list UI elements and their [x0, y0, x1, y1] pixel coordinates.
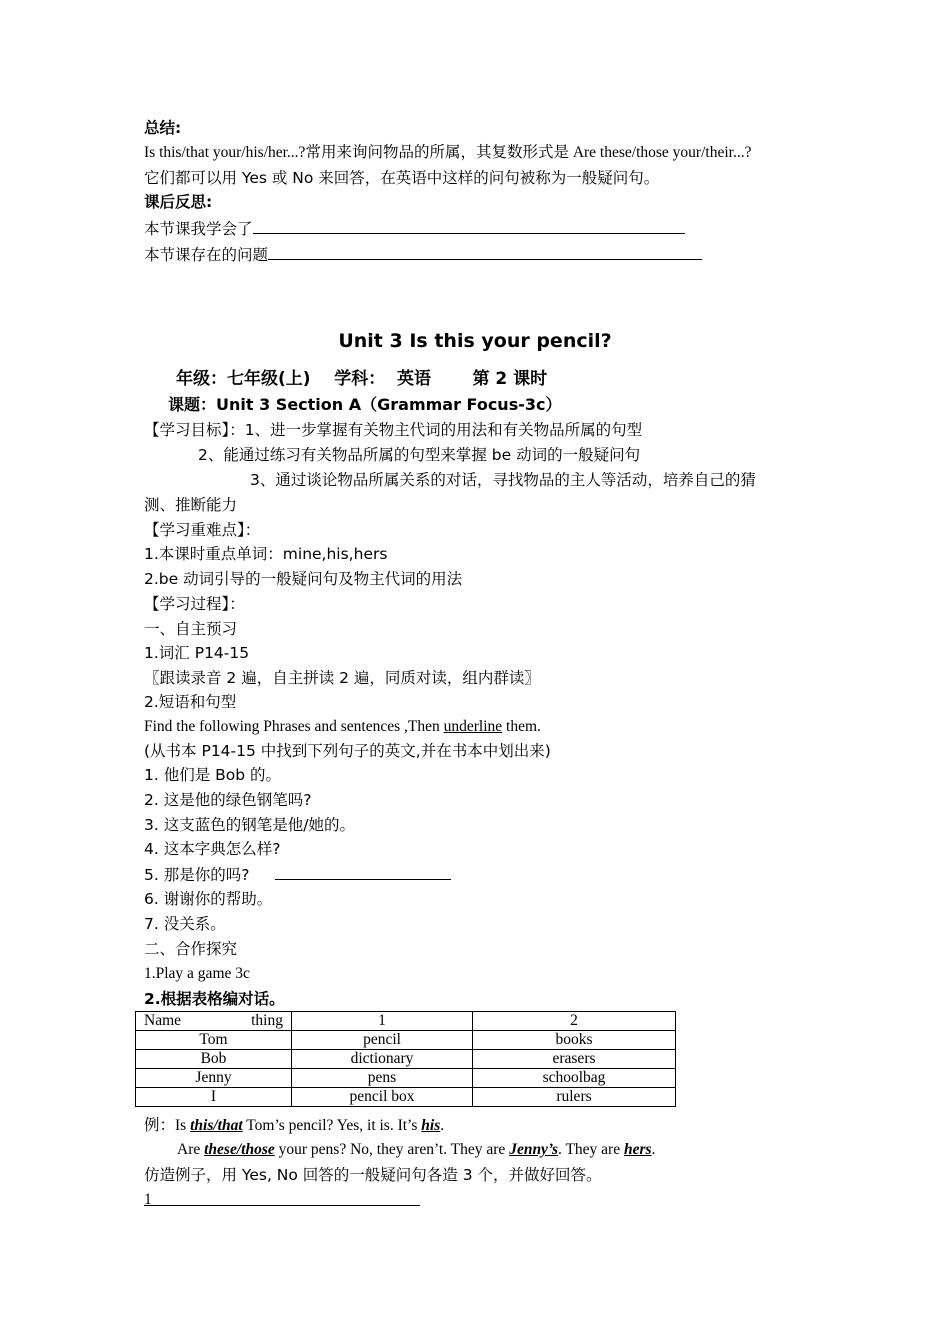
- goals-label: 【学习目标】：: [144, 421, 245, 439]
- learned-line: [144, 218, 685, 239]
- vocab-note: 〖跟读录音 2 遍，自主拼读 2 遍，同质对读，组内群读〗: [144, 669, 540, 687]
- table-row: [136, 1069, 676, 1088]
- sentence-5-line: [144, 864, 451, 885]
- cell-name: Tom: [136, 1031, 292, 1050]
- example-task: 仿造例子，用 Yes, No 回答的一般疑问句各造 3 个，并做好回答。: [144, 1166, 602, 1184]
- answer-blank-1[interactable]: [144, 1190, 420, 1206]
- sentence-6: 6. 谢谢你的帮助。: [144, 890, 273, 908]
- process-label: 【学习过程】：: [144, 595, 245, 613]
- cell-name: Bob: [136, 1050, 292, 1069]
- cell-thing-1: pencil box: [292, 1088, 473, 1107]
- section-2-heading: 二、合作探究: [144, 940, 238, 958]
- cell-thing-1: pencil: [292, 1031, 473, 1050]
- example-2-d: Jenny’s: [509, 1141, 558, 1158]
- sentence-7: 7. 没关系。: [144, 915, 226, 933]
- problems-blank[interactable]: [268, 244, 702, 260]
- sentence-2: 2. 这是他的绿色钢笔吗?: [144, 791, 312, 809]
- key-point-1: 1.本课时重点单词：mine,his,hers: [144, 545, 388, 563]
- example-2-a: Are: [177, 1141, 205, 1158]
- example-1-d: his: [421, 1117, 441, 1134]
- example-1-c: Tom’s pencil? Yes, it is. It’s: [242, 1117, 422, 1134]
- cell-thing-2: rulers: [473, 1088, 676, 1107]
- cell-thing-2: erasers: [473, 1050, 676, 1069]
- cell-thing-2: schoolbag: [473, 1069, 676, 1088]
- answer-line-1: [144, 1190, 420, 1210]
- key-point-2: 2.be 动词引导的一般疑问句及物主代词的用法: [144, 570, 463, 588]
- cell-thing-1: dictionary: [292, 1050, 473, 1069]
- sentence-1: 1. 他们是 Bob 的。: [144, 766, 282, 784]
- phrases-heading: 2.短语和句型: [144, 693, 237, 711]
- goal-3: 3、通过谈论物品所属关系的对话，寻找物品的主人等活动，培养自己的猜: [250, 471, 756, 489]
- instruction-post: them.: [502, 718, 541, 735]
- sentence-4: 4. 这本字典怎么样?: [144, 840, 281, 858]
- example-1: [144, 1115, 444, 1136]
- goal-2: 2、能通过练习有关物品所属的句型来掌握 be 动词的一般疑问句: [198, 446, 641, 464]
- unit-meta: 年级：七年级(上) 学科： 英语 第 2 课时: [176, 369, 548, 389]
- lesson-topic: 课题：Unit 3 Section A（Grammar Focus-3c）: [168, 395, 562, 414]
- example-2-e: . They are: [557, 1141, 624, 1158]
- table-header-row: [136, 1012, 676, 1031]
- header-name: Name: [144, 1012, 182, 1029]
- reflection-heading: 课后反思:: [144, 193, 213, 211]
- cell-name: Jenny: [136, 1069, 292, 1088]
- learned-label: 本节课我学会了: [144, 220, 253, 238]
- header-col-2: 2: [473, 1012, 676, 1031]
- goal-3-cont: 测、推断能力: [144, 496, 238, 514]
- example-2-g: .: [651, 1141, 656, 1158]
- sentence-5: 5. 那是你的吗?: [144, 866, 250, 884]
- table-task: 2.根据表格编对话。: [144, 990, 285, 1008]
- summary-line-2: 它们都可以用 Yes 或 No 来回答，在英语中这样的问句被称为一般疑问句。: [144, 169, 660, 187]
- summary-heading: 总结:: [144, 119, 182, 137]
- summary-line-1: Is this/that your/his/her...?常用来询问物品的所属，其复数形式是 Are these/those your/their...?: [144, 144, 752, 161]
- cell-name: I: [136, 1088, 292, 1107]
- instruction-cn: (从书本 P14-15 中找到下列句子的英文,并在书本中划出来): [144, 742, 551, 760]
- learned-blank[interactable]: [253, 218, 685, 234]
- example-1-e: .: [440, 1117, 445, 1134]
- cell-thing-2: books: [473, 1031, 676, 1050]
- example-2-f: hers: [623, 1141, 652, 1158]
- table-row: [136, 1050, 676, 1069]
- cell-thing-1: pens: [292, 1069, 473, 1088]
- header-col-1: 1: [292, 1012, 473, 1031]
- instruction-en: [144, 717, 541, 737]
- example-2: [177, 1140, 655, 1160]
- problems-line: [144, 244, 702, 265]
- vocab-item: 1.词汇 P14-15: [144, 644, 250, 662]
- header-thing: thing: [251, 1012, 283, 1029]
- goals-line-1: [144, 420, 642, 440]
- unit-title: Unit 3 Is this your pencil?: [338, 330, 612, 352]
- example-2-b: these/those: [204, 1141, 275, 1158]
- instruction-underline-word: underline: [443, 718, 503, 735]
- answer-number: 1: [144, 1191, 152, 1208]
- example-label: 例：: [144, 1116, 176, 1134]
- sentence-3: 3. 这支蓝色的钢笔是他/她的。: [144, 816, 355, 834]
- section-1-heading: 一、自主预习: [144, 620, 238, 638]
- game-item: 1.Play a game 3c: [144, 965, 250, 982]
- instruction-pre: Find the following Phrases and sentences ,Then: [144, 718, 444, 735]
- example-1-a: Is: [175, 1117, 191, 1134]
- header-name-thing: [136, 1012, 292, 1031]
- table-row: [136, 1031, 676, 1050]
- example-2-c: your pens? No, they aren’t. They are: [274, 1141, 510, 1158]
- key-points-label: 【学习重难点】：: [144, 521, 261, 539]
- sentence-5-blank[interactable]: [275, 864, 451, 880]
- table-row: [136, 1088, 676, 1107]
- problems-label: 本节课存在的问题: [144, 246, 269, 264]
- goal-1: 1、进一步掌握有关物主代词的用法和有关物品所属的句型: [244, 421, 643, 439]
- example-1-b: this/that: [190, 1117, 243, 1134]
- ownership-table: [135, 1011, 676, 1107]
